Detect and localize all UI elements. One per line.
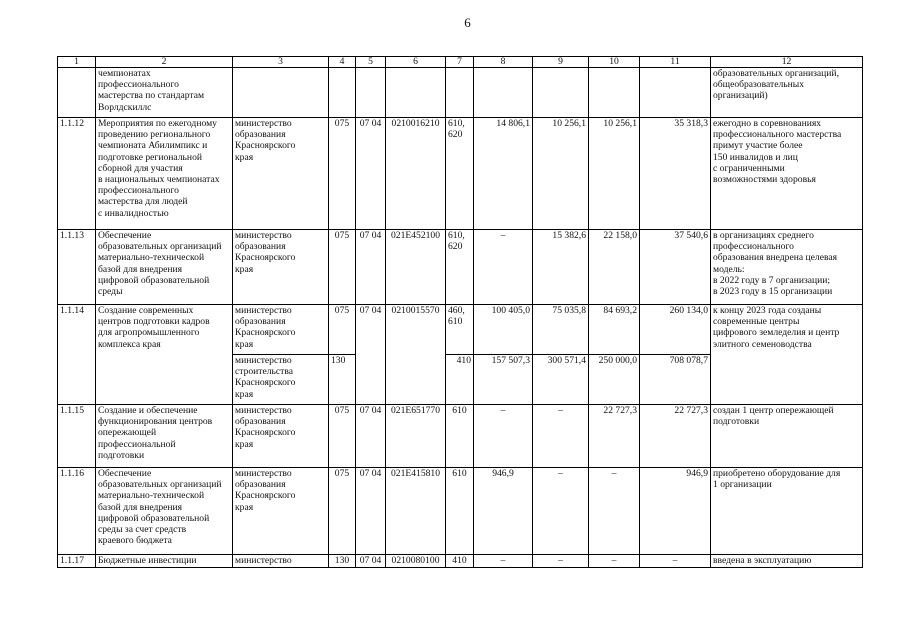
result-cell: в организациях среднего профессионального образования внедрена целевая модель: в 2022 году в 7 организации; в 2023 году в 15 организации [711,230,863,305]
csr-cell: 0210016210 [386,118,446,230]
header-cell: 5 [356,57,386,68]
executor-cell: министерство образования Красноярского края [233,468,329,555]
csr-cell: 0210015570 [386,305,446,405]
grbs-cell: 130 [329,355,356,405]
total-cell: 260 134,0 [640,305,711,355]
num-cell: 1.1.12 [58,118,96,230]
rzpr-cell: 07 04 [356,118,386,230]
result-cell: образовательных организаций, общеобразовательных организаций) [711,68,863,118]
vr-cell: 610 [446,405,474,468]
y2023-cell: – [533,555,589,568]
vr-cell: 610, 620 [446,118,474,230]
header-row [58,57,863,68]
y2022-cell: – [474,230,533,305]
rzpr-cell [356,68,386,118]
executor-cell: министерство образования Красноярского края [233,230,329,305]
y2024-cell: 84 693,2 [589,305,640,355]
vr-cell: 610, 620 [446,230,474,305]
table-row [58,230,863,305]
num-cell: 1.1.16 [58,468,96,555]
y2024-cell [589,68,640,118]
result-cell: создан 1 центр опережающей подготовки [711,405,863,468]
page-number: 6 [464,15,471,30]
y2024-cell: 10 256,1 [589,118,640,230]
header-cell: 3 [233,57,329,68]
result-cell: к концу 2023 года созданы современные центры цифрового земледелия и центр элитного семеноводства [711,305,863,405]
header-cell: 2 [96,57,233,68]
header-cell: 7 [446,57,474,68]
y2022-cell: 14 806,1 [474,118,533,230]
header-cell: 8 [474,57,533,68]
num-cell [58,68,96,118]
measure-name-cell: Мероприятия по ежегодному проведению регионального чемпионата Абилимпикс и подготовке региональной сборной для участия в национальных чемпионатах профессионального мастерства для людей с инвалидностью [96,118,233,230]
table-row [58,68,863,118]
total-cell [640,68,711,118]
y2023-cell: 75 035,8 [533,305,589,355]
csr-cell [386,68,446,118]
total-cell: 946,9 [640,468,711,555]
executor-cell: министерство образования Красноярского края [233,405,329,468]
y2024-cell: – [589,468,640,555]
total-cell: 37 540,6 [640,230,711,305]
executor-cell: министерство строительства Красноярского края [233,355,329,405]
num-cell: 1.1.15 [58,405,96,468]
result-cell: ежегодно в соревнованиях профессионального мастерства примут участие более 150 инвалидов и лиц с ограниченными возможностями здоровья [711,118,863,230]
rzpr-cell: 07 04 [356,405,386,468]
result-cell: введена в эксплуатацию [711,555,863,568]
vr-cell: 410 [446,355,474,405]
measure-name-cell: Создание и обеспечение функционирования центров опережающей профессиональной подготовки [96,405,233,468]
y2024-cell: – [589,555,640,568]
num-cell: 1.1.14 [58,305,96,405]
y2023-cell: 15 382,6 [533,230,589,305]
rzpr-cell: 07 04 [356,555,386,568]
y2024-cell: 22 727,3 [589,405,640,468]
executor-cell: министерство [233,555,329,568]
measure-name-cell: Обеспечение образовательных организаций материально-технической базой для внедрения цифровой образовательной среды [96,230,233,305]
header-cell: 9 [533,57,589,68]
table-row [58,555,863,568]
table-row [58,118,863,230]
rzpr-cell: 07 04 [356,468,386,555]
csr-cell: 021E452100 [386,230,446,305]
y2023-cell: 300 571,4 [533,355,589,405]
grbs-cell: 130 [329,555,356,568]
table-row [58,405,863,468]
vr-cell: 410 [446,555,474,568]
total-cell: 22 727,3 [640,405,711,468]
total-cell: 708 078,7 [640,355,711,405]
grbs-cell: 075 [329,305,356,355]
total-cell: 35 318,3 [640,118,711,230]
vr-cell: 460, 610 [446,305,474,355]
y2022-cell: 100 405,0 [474,305,533,355]
csr-cell: 021E415810 [386,468,446,555]
result-cell: приобретено оборудование для 1 организации [711,468,863,555]
vr-cell [446,68,474,118]
header-cell: 11 [640,57,711,68]
y2023-cell [533,68,589,118]
table-row [58,468,863,555]
vr-cell: 610 [446,468,474,555]
header-cell: 4 [329,57,356,68]
header-cell: 1 [58,57,96,68]
y2022-cell: – [474,555,533,568]
total-cell: – [640,555,711,568]
header-cell: 10 [589,57,640,68]
grbs-cell: 075 [329,468,356,555]
grbs-cell [329,68,356,118]
grbs-cell: 075 [329,230,356,305]
budget-table [57,56,863,568]
y2024-cell: 22 158,0 [589,230,640,305]
measure-name-cell: чемпионатах профессионального мастерства по стандартам Ворлдскиллс [96,68,233,118]
executor-cell: министерство образования Красноярского края [233,118,329,230]
rzpr-cell: 07 04 [356,230,386,305]
y2022-cell: 157 507,3 [474,355,533,405]
y2022-cell [474,68,533,118]
grbs-cell: 075 [329,118,356,230]
grbs-cell: 075 [329,405,356,468]
measure-name-cell: Создание современных центров подготовки кадров для агропромышленного комплекса края [96,305,233,405]
csr-cell: 021E651770 [386,405,446,468]
executor-cell [233,68,329,118]
header-cell: 12 [711,57,863,68]
rzpr-cell: 07 04 [356,305,386,405]
y2022-cell: – [474,405,533,468]
y2023-cell: 10 256,1 [533,118,589,230]
measure-name-cell: Бюджетные инвестиции [96,555,233,568]
measure-name-cell: Обеспечение образовательных организаций материально-технической базой для внедрения цифровой образовательной среды за счет средств краевого бюджета [96,468,233,555]
y2023-cell: – [533,468,589,555]
num-cell: 1.1.17 [58,555,96,568]
y2024-cell: 250 000,0 [589,355,640,405]
y2023-cell: – [533,405,589,468]
y2022-cell: 946,9 [474,468,533,555]
csr-cell: 0210080100 [386,555,446,568]
executor-cell: министерство образования Красноярского края [233,305,329,355]
num-cell: 1.1.13 [58,230,96,305]
header-cell: 6 [386,57,446,68]
table-row [58,305,863,355]
